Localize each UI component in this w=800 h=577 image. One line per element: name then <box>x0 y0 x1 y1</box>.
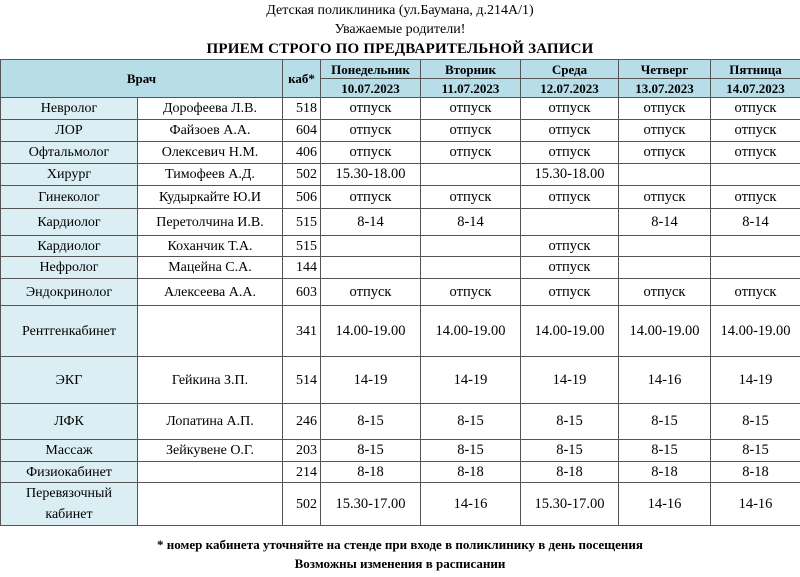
clinic-title: Детская поликлиника (ул.Баумана, д.214А/1) <box>266 3 534 18</box>
schedule-cell <box>711 236 800 257</box>
schedule-cell: 14-19 <box>421 357 521 404</box>
schedule-cell <box>619 236 711 257</box>
specialty-cell: ЛФК <box>1 404 138 440</box>
doctor-name-cell: Алексеева А.А. <box>138 279 283 306</box>
specialty-cell: Невролог <box>1 98 138 120</box>
schedule-cell: 8-15 <box>711 440 800 462</box>
date-header: 11.07.2023 <box>421 79 521 98</box>
room-cell: 203 <box>283 440 321 462</box>
doctor-name-cell: Файзоев А.А. <box>138 120 283 142</box>
schedule-cell: 14-19 <box>321 357 421 404</box>
schedule-cell <box>321 236 421 257</box>
schedule-table <box>0 59 800 526</box>
doctor-name-cell <box>138 483 283 526</box>
doctor-name-cell <box>138 306 283 357</box>
schedule-cell: отпуск <box>619 98 711 120</box>
schedule-cell: отпуск <box>321 142 421 164</box>
schedule-cell: отпуск <box>421 98 521 120</box>
table-row <box>1 236 800 257</box>
doctor-name-cell: Лопатина А.П. <box>138 404 283 440</box>
schedule-cell: 8-15 <box>619 404 711 440</box>
specialty-cell: ЛОР <box>1 120 138 142</box>
schedule-cell <box>421 164 521 186</box>
room-cell: 518 <box>283 98 321 120</box>
schedule-cell: отпуск <box>421 186 521 209</box>
day-header: Вторник <box>421 60 521 79</box>
room-cell: 144 <box>283 257 321 279</box>
schedule-cell: 8-14 <box>711 209 800 236</box>
table-row <box>1 462 800 483</box>
schedule-cell <box>619 257 711 279</box>
schedule-cell: 14-16 <box>421 483 521 526</box>
footnote-changes: Возможны изменения в расписании <box>294 556 506 571</box>
table-row <box>1 440 800 462</box>
specialty-cell: Нефролог <box>1 257 138 279</box>
schedule-cell: отпуск <box>711 142 800 164</box>
schedule-cell: 14.00-19.00 <box>521 306 619 357</box>
schedule-cell: отпуск <box>711 120 800 142</box>
room-cell: 341 <box>283 306 321 357</box>
doctor-name-cell: Гейкина З.П. <box>138 357 283 404</box>
schedule-cell: 8-18 <box>711 462 800 483</box>
table-row <box>1 279 800 306</box>
date-header: 14.07.2023 <box>711 79 800 98</box>
schedule-cell: 14.00-19.00 <box>421 306 521 357</box>
schedule-cell <box>321 257 421 279</box>
specialty-cell: Массаж <box>1 440 138 462</box>
schedule-cell: 14-19 <box>521 357 619 404</box>
schedule-cell <box>711 257 800 279</box>
schedule-cell: отпуск <box>521 98 619 120</box>
room-cell: 502 <box>283 483 321 526</box>
room-cell: 514 <box>283 357 321 404</box>
date-header: 12.07.2023 <box>521 79 619 98</box>
schedule-cell: отпуск <box>619 279 711 306</box>
schedule-cell: 14-16 <box>711 483 800 526</box>
schedule-cell: отпуск <box>521 279 619 306</box>
doctor-name-cell: Дорофеева Л.В. <box>138 98 283 120</box>
room-header: каб* <box>283 60 321 98</box>
date-header: 13.07.2023 <box>619 79 711 98</box>
schedule-cell <box>421 236 521 257</box>
schedule-cell: отпуск <box>521 142 619 164</box>
schedule-cell <box>521 209 619 236</box>
specialty-cell: Хирург <box>1 164 138 186</box>
table-row <box>1 357 800 404</box>
schedule-cell: 15.30-17.00 <box>521 483 619 526</box>
specialty-cell: Гинеколог <box>1 186 138 209</box>
day-header: Понедельник <box>321 60 421 79</box>
doctor-name-cell: Перетолчина И.В. <box>138 209 283 236</box>
specialty-cell: ЭКГ <box>1 357 138 404</box>
doctor-name-cell: Тимофеев А.Д. <box>138 164 283 186</box>
table-row <box>1 98 800 120</box>
schedule-cell: отпуск <box>521 236 619 257</box>
schedule-cell: 14-16 <box>619 483 711 526</box>
schedule-cell: 8-15 <box>321 440 421 462</box>
schedule-cell: отпуск <box>711 186 800 209</box>
schedule-cell: 8-14 <box>421 209 521 236</box>
schedule-cell: 15.30-18.00 <box>321 164 421 186</box>
doctor-name-cell <box>138 462 283 483</box>
schedule-cell: 8-18 <box>521 462 619 483</box>
schedule-cell: 14-16 <box>619 357 711 404</box>
schedule-cell: 8-18 <box>619 462 711 483</box>
specialty-cell: Рентгенкабинет <box>1 306 138 357</box>
table-row <box>1 142 800 164</box>
schedule-cell: отпуск <box>321 279 421 306</box>
schedule-cell: отпуск <box>321 120 421 142</box>
schedule-cell: 8-15 <box>521 404 619 440</box>
room-cell: 604 <box>283 120 321 142</box>
day-header: Пятница <box>711 60 800 79</box>
schedule-cell: 14.00-19.00 <box>321 306 421 357</box>
table-row <box>1 164 800 186</box>
schedule-cell: 15.30-18.00 <box>521 164 619 186</box>
table-row <box>1 306 800 357</box>
schedule-cell: отпуск <box>711 98 800 120</box>
specialty-cell: Офтальмолог <box>1 142 138 164</box>
specialty-cell: Кардиолог <box>1 236 138 257</box>
schedule-cell: 8-15 <box>521 440 619 462</box>
schedule-cell: отпуск <box>321 186 421 209</box>
schedule-cell: отпуск <box>711 279 800 306</box>
schedule-cell: 8-15 <box>711 404 800 440</box>
specialty-cell: Физиокабинет <box>1 462 138 483</box>
room-cell: 506 <box>283 186 321 209</box>
schedule-cell: отпуск <box>521 186 619 209</box>
doctor-name-cell: Зейкувене О.Г. <box>138 440 283 462</box>
table-row <box>1 120 800 142</box>
doctor-header: Врач <box>1 60 283 98</box>
greeting: Уважаемые родители! <box>334 22 466 37</box>
table-row <box>1 483 800 526</box>
schedule-cell: 8-15 <box>421 404 521 440</box>
specialty-cell: Кардиолог <box>1 209 138 236</box>
schedule-cell: 14.00-19.00 <box>619 306 711 357</box>
room-cell: 515 <box>283 236 321 257</box>
schedule-cell: 8-15 <box>321 404 421 440</box>
room-cell: 214 <box>283 462 321 483</box>
room-cell: 406 <box>283 142 321 164</box>
schedule-cell: 8-18 <box>321 462 421 483</box>
day-header: Среда <box>521 60 619 79</box>
room-cell: 246 <box>283 404 321 440</box>
appointment-notice: ПРИЕМ СТРОГО ПО ПРЕДВАРИТЕЛЬНОЙ ЗАПИСИ <box>206 41 594 57</box>
schedule-cell: 14-19 <box>711 357 800 404</box>
schedule-cell: отпуск <box>619 120 711 142</box>
table-row <box>1 257 800 279</box>
table-row <box>1 404 800 440</box>
schedule-cell: 14.00-19.00 <box>711 306 800 357</box>
footnote-room: * номер кабинета уточняйте на стенде при входе в поликлинику в день посещения <box>157 537 643 552</box>
schedule-cell <box>711 164 800 186</box>
schedule-cell: отпуск <box>521 120 619 142</box>
schedule-cell: 8-18 <box>421 462 521 483</box>
table-row <box>1 186 800 209</box>
schedule-cell <box>421 257 521 279</box>
schedule-cell: 8-14 <box>619 209 711 236</box>
specialty-cell: Перевязочный кабинет <box>1 483 138 526</box>
schedule-cell <box>619 164 711 186</box>
schedule-cell: отпуск <box>521 257 619 279</box>
schedule-cell: 8-15 <box>421 440 521 462</box>
schedule-cell: 15.30-17.00 <box>321 483 421 526</box>
schedule-cell: отпуск <box>619 186 711 209</box>
schedule-cell: отпуск <box>321 98 421 120</box>
doctor-name-cell: Кудыркайте Ю.И <box>138 186 283 209</box>
schedule-cell: отпуск <box>421 120 521 142</box>
schedule-cell: отпуск <box>619 142 711 164</box>
schedule-cell: 8-14 <box>321 209 421 236</box>
schedule-cell: 8-15 <box>619 440 711 462</box>
room-cell: 603 <box>283 279 321 306</box>
doctor-name-cell: Коханчик Т.А. <box>138 236 283 257</box>
doctor-name-cell: Мацейна С.А. <box>138 257 283 279</box>
doctor-name-cell: Олексевич Н.М. <box>138 142 283 164</box>
date-header: 10.07.2023 <box>321 79 421 98</box>
room-cell: 502 <box>283 164 321 186</box>
schedule-cell: отпуск <box>421 142 521 164</box>
schedule-cell: отпуск <box>421 279 521 306</box>
room-cell: 515 <box>283 209 321 236</box>
specialty-cell: Эндокринолог <box>1 279 138 306</box>
table-row <box>1 209 800 236</box>
day-header: Четверг <box>619 60 711 79</box>
